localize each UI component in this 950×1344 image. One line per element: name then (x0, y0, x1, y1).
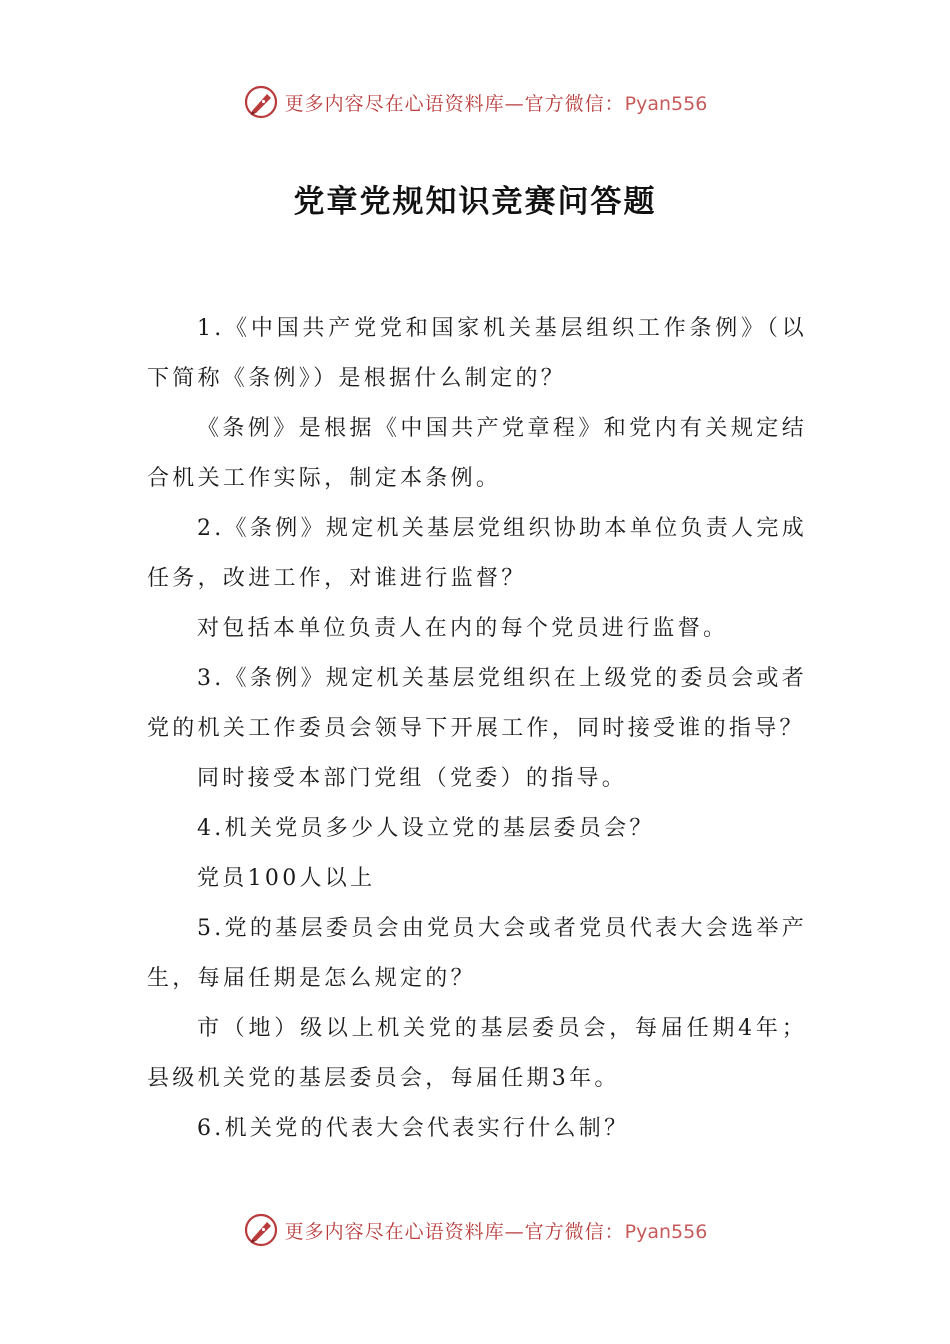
answer-5: 市（地）级以上机关党的基层委员会，每届任期4年；县级机关党的基层委员会，每届任期3年。 (147, 1016, 807, 1091)
answer-3: 同时接受本部门党组（党委）的指导。 (197, 766, 628, 791)
question-6: 6.机关党的代表大会代表实行什么制？ (197, 1116, 630, 1141)
page-title: 党章党规知识竞赛问答题 (293, 184, 657, 220)
pen-nib-logo-icon (243, 1212, 279, 1248)
question-4: 4.机关党员多少人设立党的基层委员会？ (197, 816, 655, 841)
question-3: 3.《条例》规定机关基层党组织在上级党的委员会或者党的机关工作委员会领导下开展工作，同时接受谁的指导？ (147, 666, 807, 741)
wechat-id: Pyan556 (624, 1220, 708, 1243)
answer-2: 对包括本单位负责人在内的每个党员进行监督。 (197, 616, 729, 641)
wechat-id: Pyan556 (624, 92, 708, 115)
pen-nib-logo-icon (243, 84, 279, 120)
answer-4: 党员100人以上 (197, 866, 376, 891)
header-banner (0, 84, 950, 120)
footer-banner (0, 1212, 950, 1248)
question-5: 5.党的基层委员会由党员大会或者党员代表大会选举产生，每届任期是怎么规定的？ (147, 916, 807, 991)
banner-text: 更多内容尽在心语资料库—官方微信：Pyan556 (284, 1220, 708, 1243)
question-1: 1.《中国共产党党和国家机关基层组织工作条例》（以下简称《条例》）是根据什么制定的？ (147, 316, 807, 391)
answer-1: 《条例》是根据《中国共产党章程》和党内有关规定结合机关工作实际，制定本条例。 (147, 416, 807, 491)
document-body (147, 304, 807, 1154)
question-2: 2.《条例》规定机关基层党组织协助本单位负责人完成任务，改进工作，对谁进行监督？ (147, 516, 807, 591)
banner-text: 更多内容尽在心语资料库—官方微信：Pyan556 (284, 92, 708, 115)
